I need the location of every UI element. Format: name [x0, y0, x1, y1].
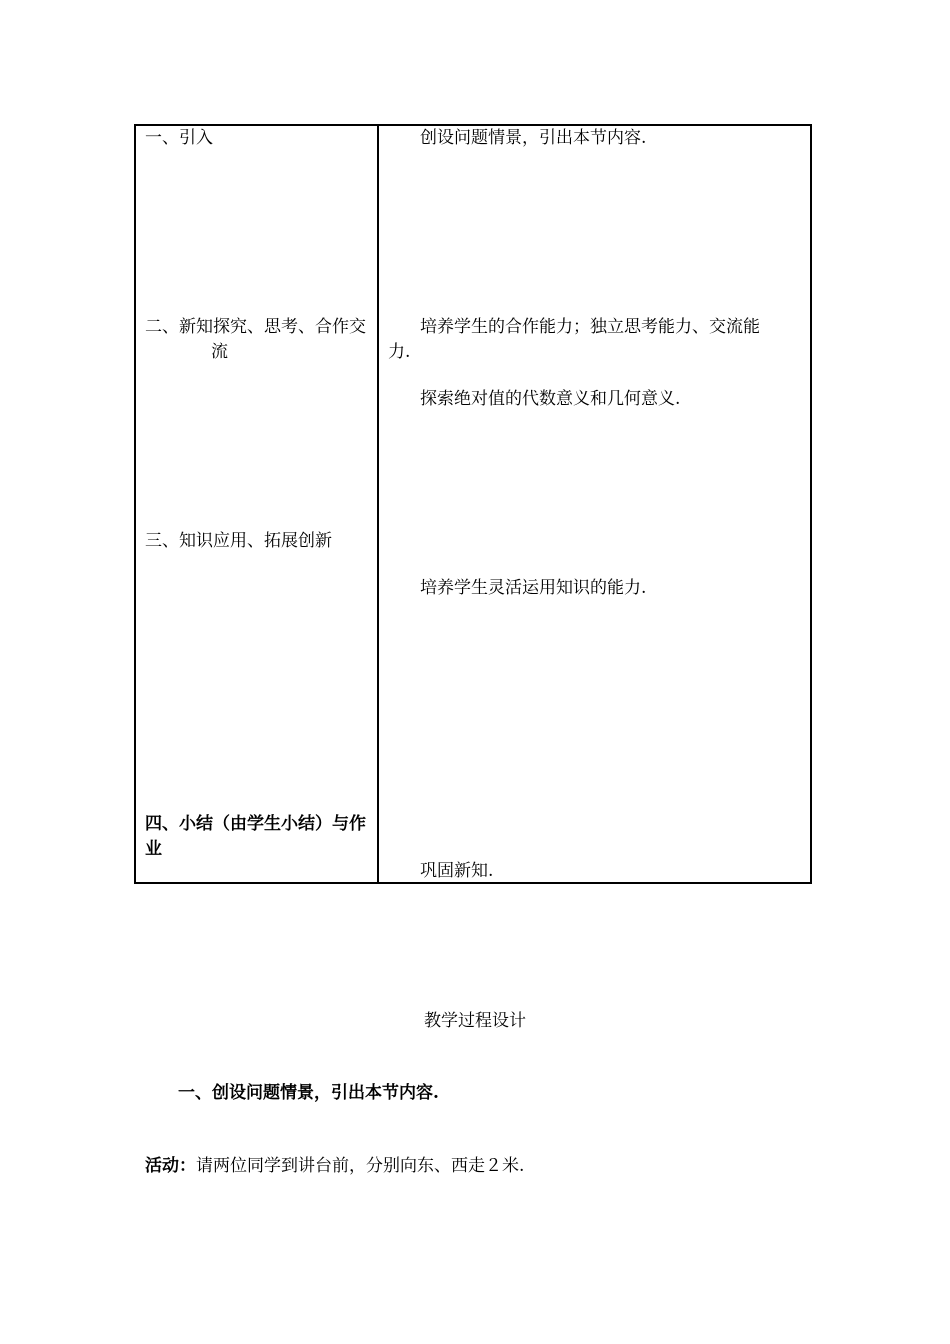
table-column-divider: [377, 124, 379, 884]
activity-paragraph: [145, 1154, 524, 1179]
activity-text: 请两位同学到讲台前，分别向东、西走２米.: [196, 1156, 525, 1176]
intent-explore-line2: 力.: [388, 342, 411, 362]
stage-summary-line2: 业: [145, 839, 162, 859]
stage-explore-line2: 流: [211, 342, 228, 362]
intent-summary: 巩固新知.: [420, 861, 494, 881]
section-title: 教学过程设计: [424, 1011, 526, 1031]
intent-explore-line1: 培养学生的合作能力；独立思考能力、交流能: [420, 317, 760, 337]
stage-summary-line1: 四、小结（由学生小结）与作: [145, 814, 366, 834]
stage-apply: 三、知识应用、拓展创新: [145, 531, 332, 551]
intent-apply: 培养学生灵活运用知识的能力.: [420, 578, 647, 598]
stage-intro: 一、引入: [145, 128, 213, 148]
stage-explore-line1: 二、新知探究、思考、合作交: [145, 317, 366, 337]
lesson-design-table: [134, 124, 812, 884]
intent-intro: 创设问题情景，引出本节内容.: [420, 128, 647, 148]
subsection-title: 一、创设问题情景，引出本节内容.: [178, 1083, 439, 1103]
activity-label: 活动：: [145, 1156, 196, 1176]
intent-explore-extra: 探索绝对值的代数意义和几何意义.: [420, 389, 681, 409]
